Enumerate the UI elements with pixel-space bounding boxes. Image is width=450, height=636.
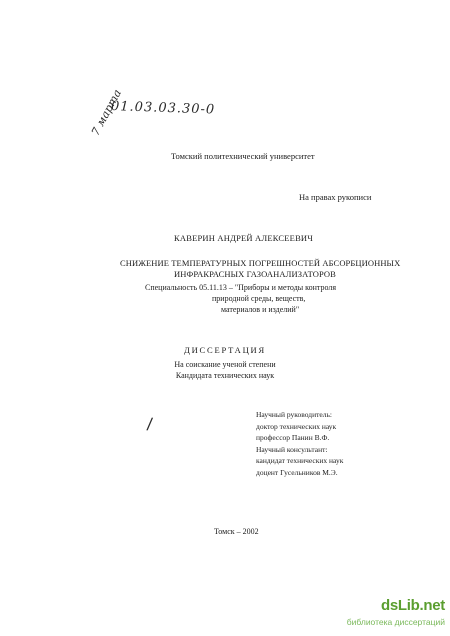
dissertation-title (120, 258, 401, 280)
watermark-logo: dsLib.net (381, 597, 445, 614)
advisor-line: Научный консультант: (256, 444, 328, 454)
watermark-subtitle: библиотека диссертаций (346, 617, 445, 627)
advisors-block (256, 409, 343, 478)
title-line: ИНФРАКРАСНЫХ ГАЗОАНАЛИЗАТОРОВ (174, 269, 336, 279)
degree-line: На соискание ученой степени (174, 359, 276, 369)
university-name: Томский политехнический университет (171, 151, 315, 161)
title-line: СНИЖЕНИЕ ТЕМПЕРАТУРНЫХ ПОГРЕШНОСТЕЙ АБСОРБЦИОННЫХ (120, 258, 401, 268)
pen-mark: / (146, 413, 154, 434)
rights-notice: На правах рукописи (299, 192, 372, 202)
advisor-line: доцент Гусельников М.Э. (256, 467, 338, 477)
degree-line: Кандидата технических наук (175, 370, 275, 380)
advisor-line: профессор Панин В.Ф. (256, 433, 330, 442)
handwritten-code: 01.03.03.30-0 (110, 99, 216, 118)
advisor-line: доктор технических наук (256, 421, 337, 431)
specialty-line: природной среды, веществ, (212, 294, 306, 303)
advisor-line: Научный руководитель: (256, 410, 332, 419)
specialty-line: материалов и изделий" (221, 305, 300, 314)
dissertation-block (150, 345, 300, 381)
dissertation-heading: ДИССЕРТАЦИЯ (184, 345, 266, 355)
place-year: Томск – 2002 (214, 527, 259, 536)
author-name: КАВЕРИН АНДРЕЙ АЛЕКСЕЕВИЧ (174, 233, 313, 243)
specialty-line: Специальность 05.11.13 – "Приборы и методы контроля (145, 283, 337, 292)
handwritten-note: 7 марта (88, 87, 124, 138)
watermark (330, 598, 445, 628)
advisor-line: кандидат технических наук (256, 456, 344, 465)
